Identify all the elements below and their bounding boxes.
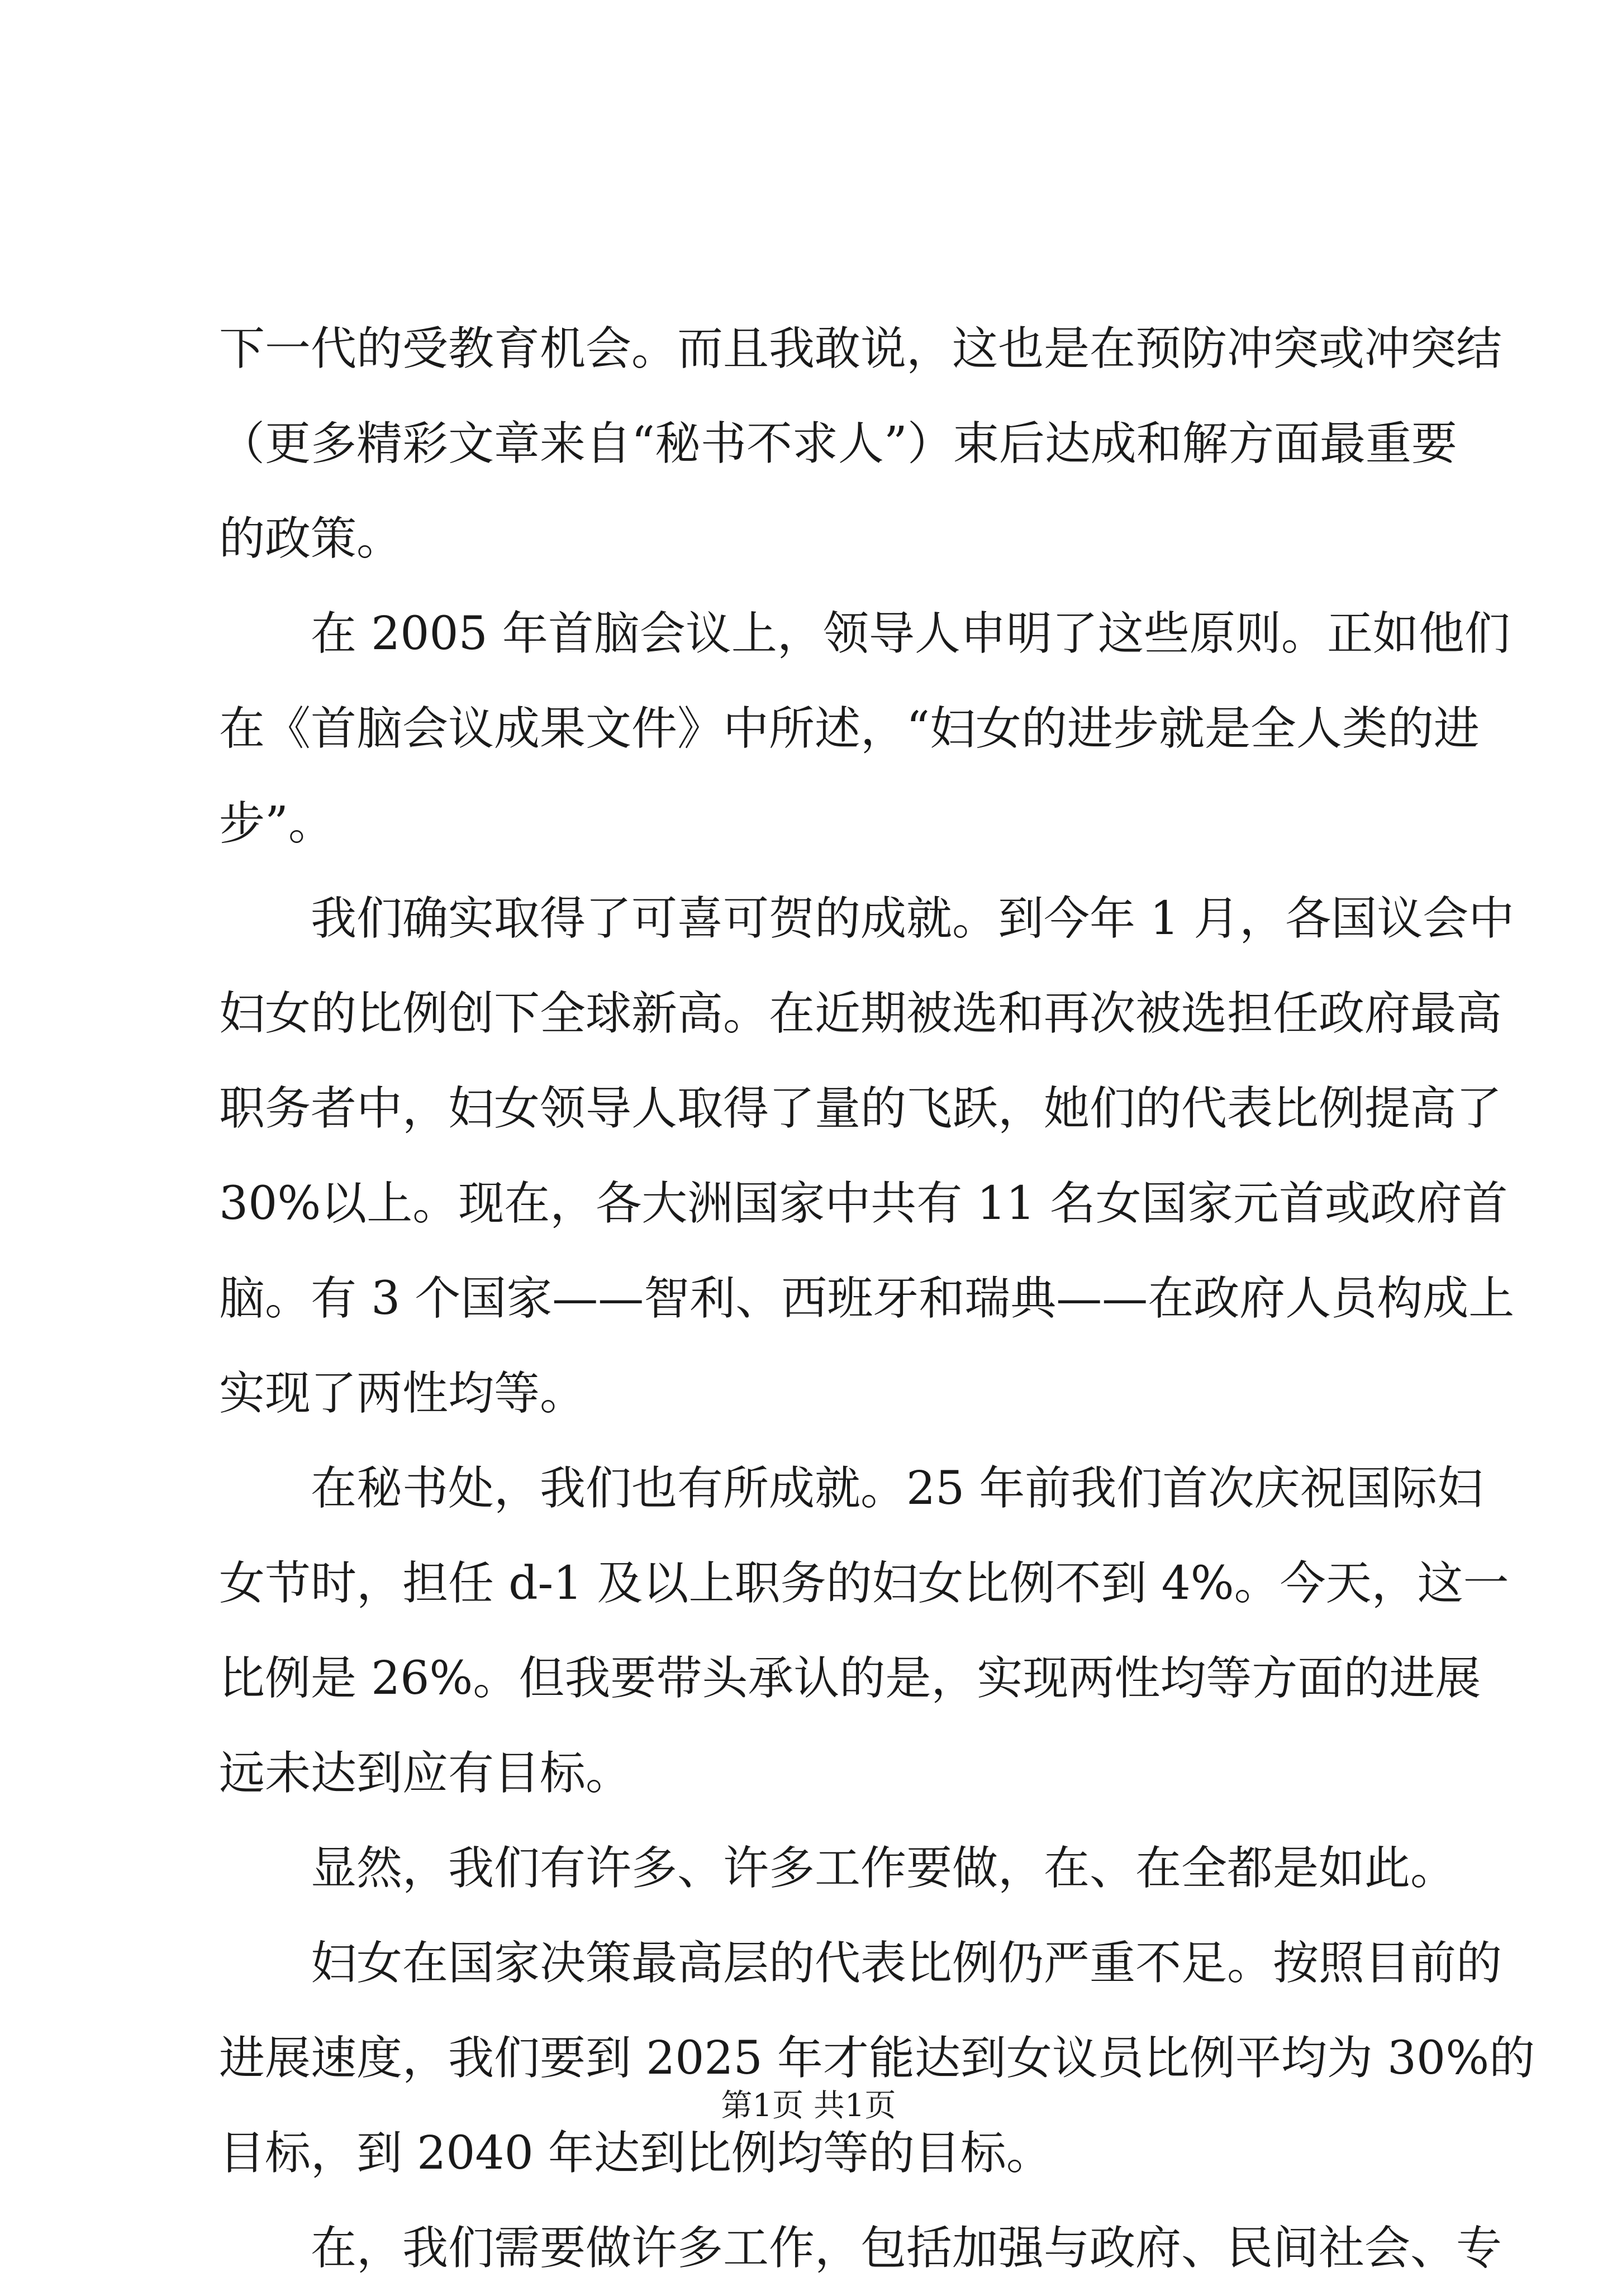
paragraph-7-line-1: 在，我们需要做许多工作，包括加强与政府、民间社会、专	[311, 2222, 1502, 2275]
paragraph-4-line-3: 比例是 26%。但我要带头承认的是，实现两性均等方面的进展	[219, 1652, 1481, 1705]
paragraph-3-line-3: 职务者中，妇女领导人取得了量的飞跃，她们的代表比例提高了	[219, 1082, 1502, 1135]
paragraph-6-line-2: 进展速度，我们要到 2025 年才能达到女议员比例平均为 30%的	[219, 2032, 1535, 2085]
paragraph-4-line-2: 女节时，担任 d-1 及以上职务的妇女比例不到 4%。今天，这一	[219, 1557, 1509, 1610]
paragraph-1-line-1: 下一代的受教育机会。而且我敢说，这也是在预防冲突或冲突结	[219, 322, 1502, 375]
paragraph-3-line-1: 我们确实取得了可喜可贺的成就。到今年 1 月，各国议会中	[311, 892, 1515, 945]
paragraph-1-line-2: （更多精彩文章来自“秘书不求人”）束后达成和解方面最重要	[219, 417, 1457, 470]
paragraph-5-line-1: 显然，我们有许多、许多工作要做，在、在全都是如此。	[311, 1842, 1457, 1895]
paragraph-4-line-4: 远未达到应有目标。	[219, 1747, 632, 1800]
paragraph-2-line-2: 在《首脑会议成果文件》中所述，“妇女的进步就是全人类的进	[219, 702, 1480, 755]
paragraph-4-line-1: 在秘书处，我们也有所成就。25 年前我们首次庆祝国际妇	[311, 1462, 1483, 1515]
paragraph-1-line-3: 的政策。	[219, 512, 403, 565]
paragraph-3-line-2: 妇女的比例创下全球新高。在近期被选和再次被选担任政府最高	[219, 987, 1502, 1040]
paragraph-6-line-3: 目标，到 2040 年达到比例均等的目标。	[219, 2127, 1052, 2180]
paragraph-2-line-3: 步”。	[219, 797, 334, 850]
page-footer-number: 第1页 共1页	[721, 2088, 896, 2124]
document-body	[219, 302, 1535, 2296]
paragraph-3-line-6: 实现了两性均等。	[219, 1367, 586, 1420]
paragraph-2-line-1: 在 2005 年首脑会议上，领导人申明了这些原则。正如他们	[311, 607, 1510, 660]
paragraph-6-line-1: 妇女在国家决策最高层的代表比例仍严重不足。按照目前的	[311, 1937, 1502, 1990]
paragraph-3-line-5: 脑。有 3 个国家——智利、西班牙和瑞典——在政府人员构成上	[219, 1272, 1515, 1325]
paragraph-3-line-4: 30%以上。现在，各大洲国家中共有 11 名女国家元首或政府首	[219, 1177, 1508, 1230]
